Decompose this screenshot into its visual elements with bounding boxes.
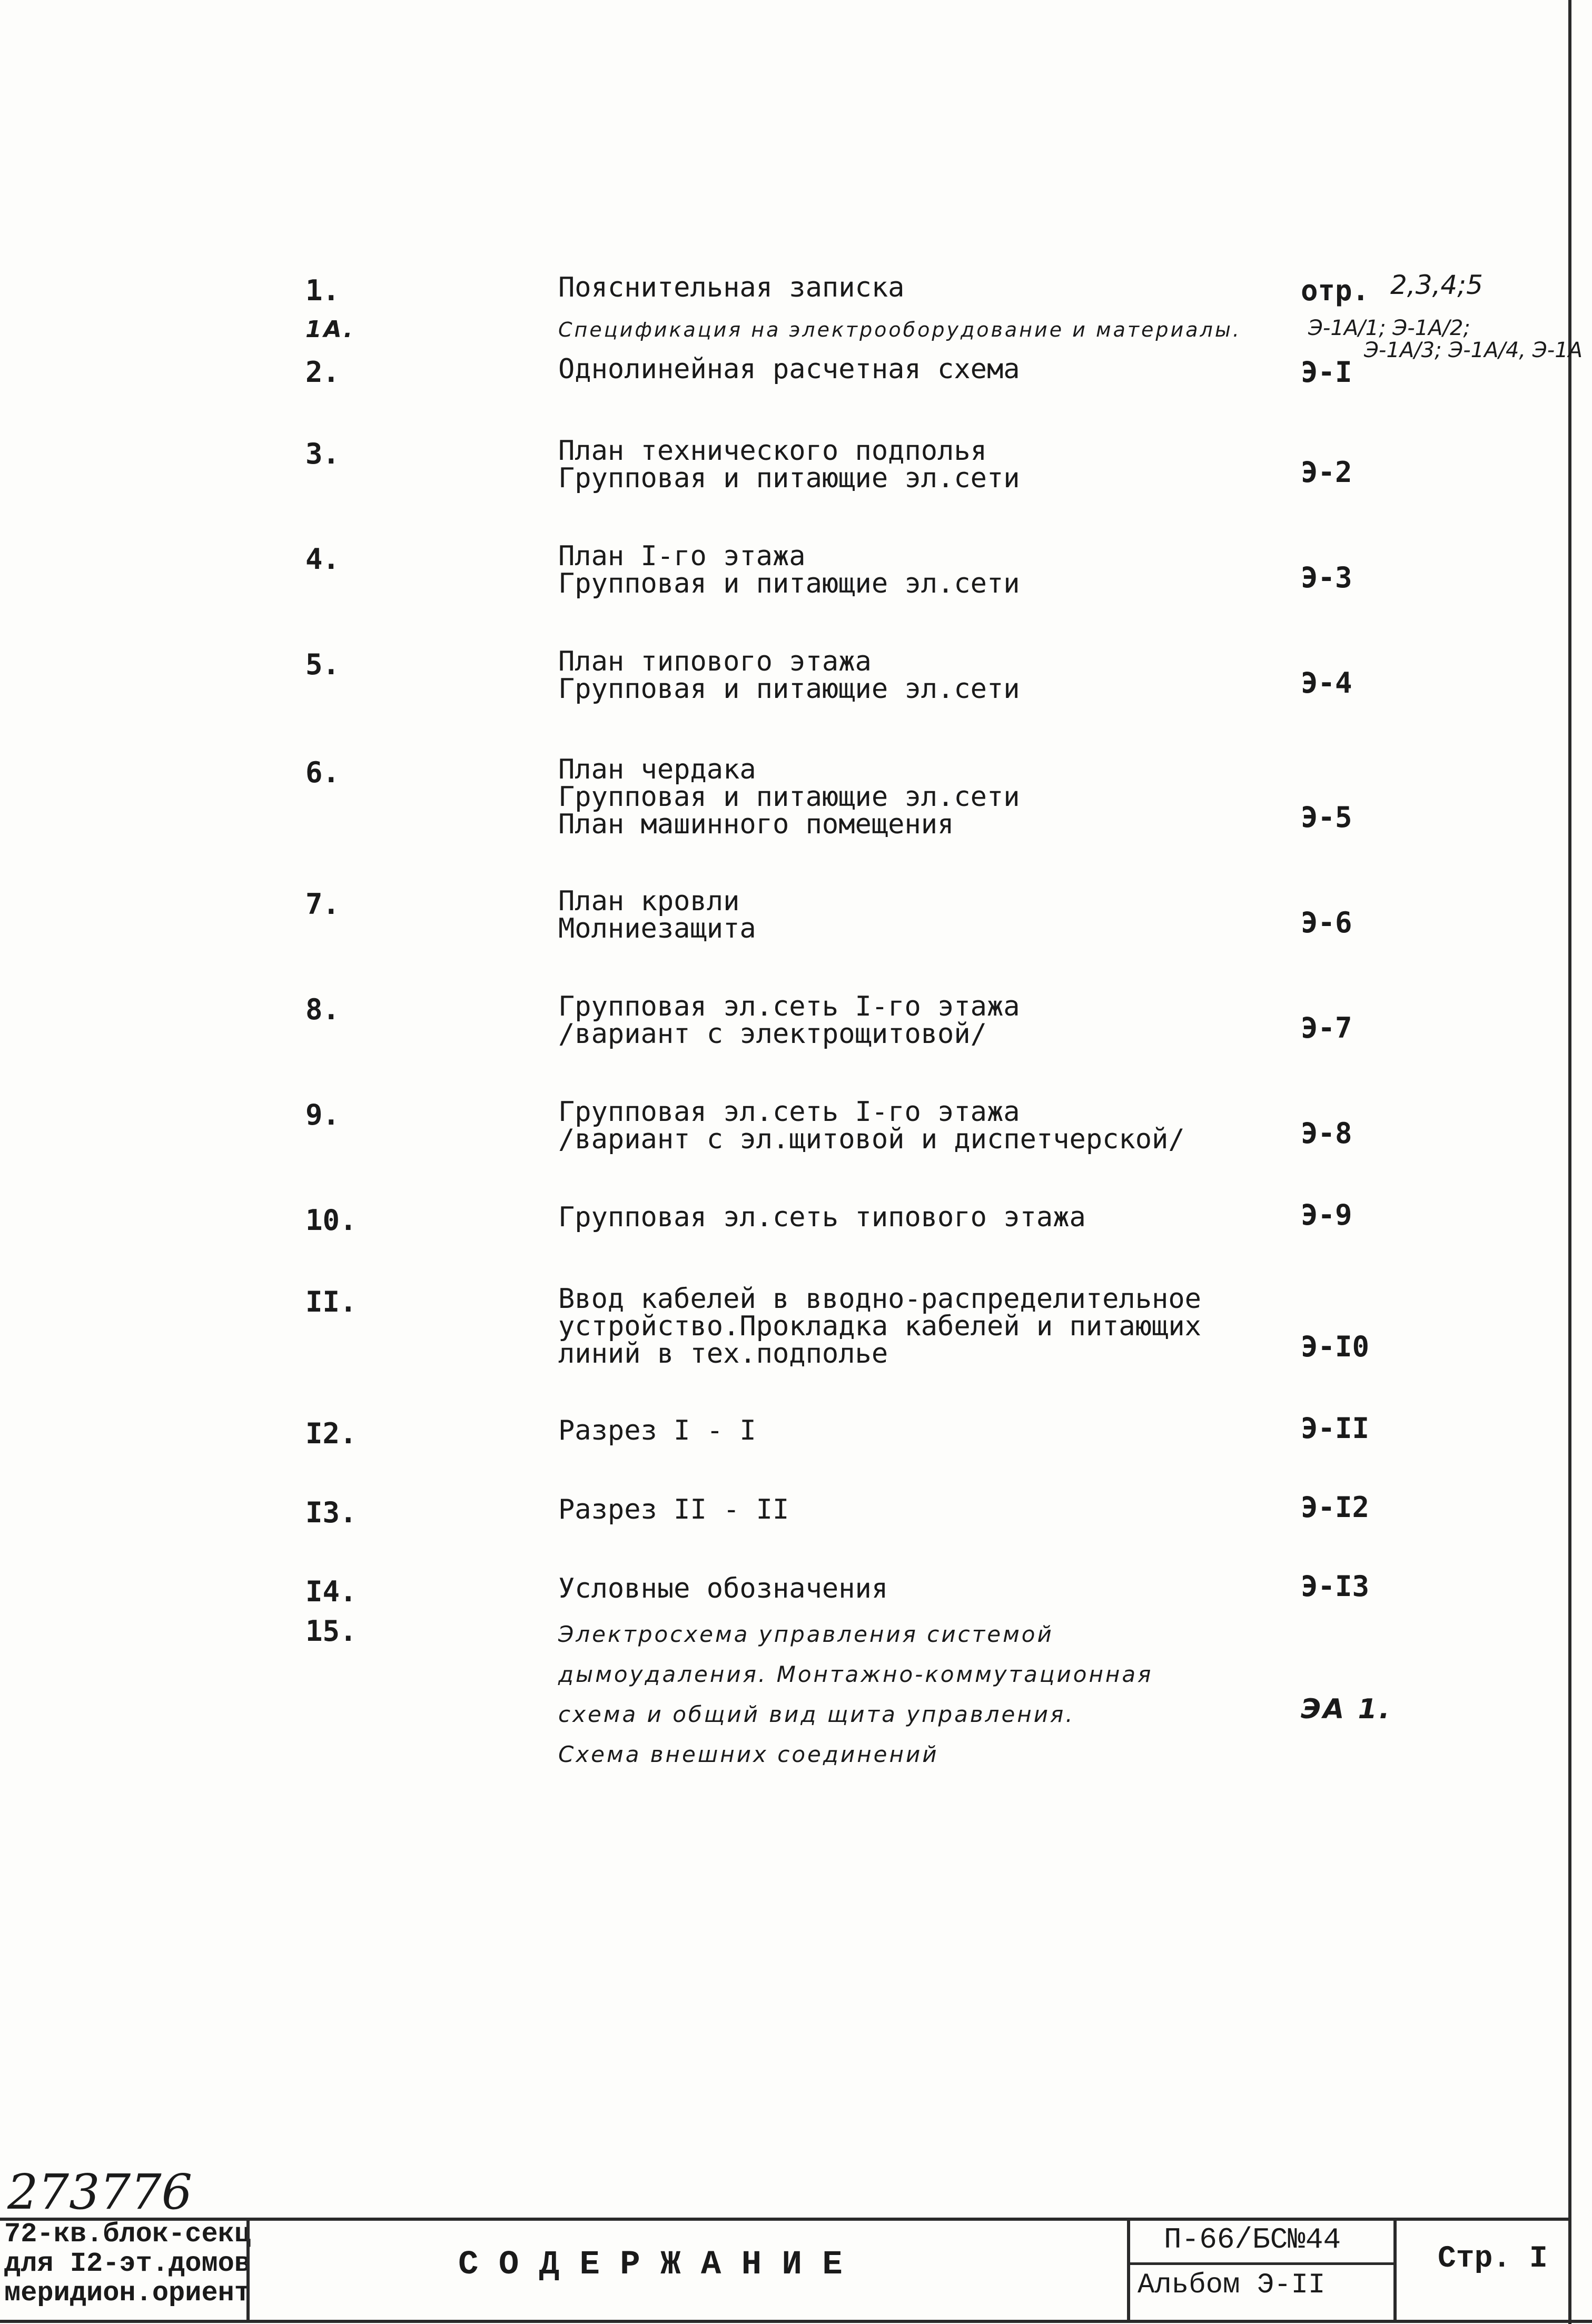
entry-sheet: Э-I3 — [1301, 1570, 1370, 1603]
entry-number: 1. — [305, 274, 340, 307]
entry-title: План кровли Молниезащита — [558, 885, 756, 944]
entry-title: Ввод кабелей в вводно-распределительное устройство.Прокладка кабелей и питающих линий в тех.подполье — [558, 1283, 1201, 1370]
entry-number: 7. — [305, 888, 340, 921]
entry-title: Групповая эл.сеть типового этажа — [558, 1202, 1086, 1233]
entry-sheet: Э-6 — [1301, 906, 1352, 939]
entry-title: План технического подполья Групповая и питающие эл.сети — [558, 435, 1020, 494]
stamp-page-number: Стр. I — [1438, 2242, 1548, 2276]
entry-number: 5. — [305, 648, 340, 681]
entry-title: Групповая эл.сеть I-го этажа /вариант с электрощитовой/ — [558, 991, 1020, 1050]
entry-title: Однолинейная расчетная схема — [558, 353, 1020, 385]
entry-title: План чердака Групповая и питающие эл.сети План машинного помещения — [558, 754, 1020, 840]
entry-sheet: Э-9 — [1301, 1198, 1352, 1232]
entry-sheet: Э-1А/1; Э-1А/2; — [1308, 316, 1470, 340]
pages-label: отр. — [1301, 274, 1370, 307]
stamp-document-title: С О Д Е Р Ж А Н И Е — [458, 2246, 843, 2284]
entry-number: 10. — [305, 1204, 357, 1237]
entry-sheet: ЭА 1. — [1301, 1693, 1392, 1725]
entry-sheet: Э-7 — [1301, 1011, 1352, 1045]
entry-number: 2. — [305, 356, 340, 389]
entry-sheet: Э-4 — [1301, 666, 1352, 700]
entry-sheet: Э-I — [1301, 356, 1352, 389]
stamp-divider — [246, 2221, 250, 2320]
entry-number: 9. — [305, 1098, 340, 1131]
entry-title: План I-го этажа Групповая и питающие эл.сети — [558, 540, 1020, 599]
entry-title: Разрез I - I — [558, 1415, 756, 1446]
entry-number: I4. — [305, 1575, 357, 1608]
stamp-project-description: 72-кв.блок-секц для I2-эт.домов меридион.ориент — [4, 2219, 251, 2309]
entry-title: Групповая эл.сеть I-го этажа /вариант с эл.щитовой и диспетчерской/ — [558, 1096, 1185, 1155]
entry-title: Спецификация на электрооборудование и материалы. — [558, 318, 1241, 341]
entry-title: Пояснительная записка — [558, 272, 905, 303]
entry-sheet: Э-II — [1301, 1412, 1370, 1445]
entry-number: 8. — [305, 993, 340, 1026]
entry-title: Условные обозначения — [558, 1573, 888, 1604]
entry-sheet: Э-3 — [1301, 561, 1352, 594]
stamp-inner-rule — [1130, 2262, 1393, 2265]
entry-number: 15. — [305, 1614, 357, 1648]
entry-number: II. — [305, 1285, 357, 1318]
stamp-project-code: П-66/БС№44 — [1164, 2223, 1341, 2257]
stamp-album: Альбом Э-II — [1138, 2269, 1326, 2301]
extra-spec-refs: Э-1А/3; Э-1А/4, Э-1А — [1364, 338, 1583, 362]
entry-number: 4. — [305, 543, 340, 576]
entry-number: I2. — [305, 1417, 357, 1450]
entry-sheet: Э-I0 — [1301, 1330, 1370, 1363]
entry-sheet: Э-5 — [1301, 801, 1352, 834]
entry-number: I3. — [305, 1496, 357, 1529]
entry-sheet: Э-I2 — [1301, 1491, 1370, 1524]
entry-sheet: Э-2 — [1301, 456, 1352, 489]
stamp-divider — [1393, 2221, 1397, 2320]
entry-number: 1А. — [305, 316, 355, 343]
frame-bottom-border — [0, 2320, 1592, 2323]
entry-sheet: Э-8 — [1301, 1117, 1352, 1150]
entry-number: 6. — [305, 756, 340, 789]
pages-values: 2,3,4;5 — [1390, 270, 1483, 300]
entry-title: План типового этажа Групповая и питающие эл.сети — [558, 646, 1020, 705]
entry-number: 3. — [305, 437, 340, 470]
entry-title: Разрез II - II — [558, 1494, 789, 1525]
stamp-divider — [1127, 2221, 1130, 2320]
entry-title: Электросхема управления системой дымоудаления. Монтажно-коммутационная схема и общий вид щита управления. Схема внешних соединений — [558, 1621, 1153, 1767]
archive-number: 273776 — [7, 2164, 193, 2220]
